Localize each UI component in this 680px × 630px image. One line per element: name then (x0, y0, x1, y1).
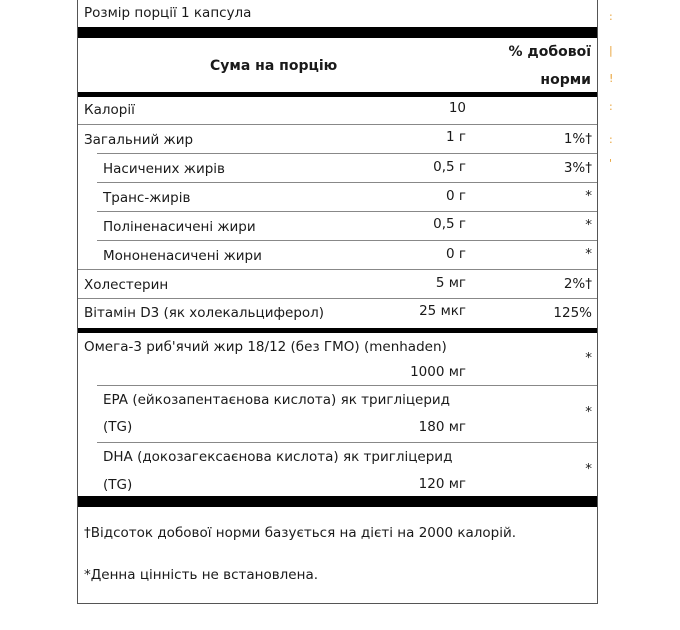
nutrient-row (78, 154, 597, 183)
nutrient-name: DHA (докозагексаєнова кислота) як тригліцерид (103, 449, 453, 465)
nutrient-amount: 0,5 г (433, 216, 466, 232)
nutrient-name-cont: (TG) (103, 419, 133, 435)
dha-row (78, 443, 597, 496)
nutrient-amount: 1 г (446, 129, 466, 145)
epa-row (78, 386, 597, 443)
nutrient-amount: 180 мг (418, 419, 466, 435)
amount-per-serving-header: Сума на порцію (210, 58, 338, 74)
cropped-edge-fragment: ' (609, 157, 613, 170)
nutrient-row (78, 212, 597, 241)
nutrient-daily-value: * (585, 404, 592, 420)
supplement-facts-panel (77, 0, 598, 604)
nutrient-daily-value: 125% (553, 305, 592, 321)
nutrient-amount: 25 мкг (419, 303, 466, 319)
nutrient-row (78, 270, 597, 299)
nutrient-amount: 1000 мг (410, 364, 466, 380)
nutrient-row (78, 97, 597, 125)
nutrient-name: Насичених жирів (103, 161, 225, 177)
cropped-edge-fragment: ! (609, 72, 614, 85)
omega3-row (78, 333, 597, 386)
footnote-asterisk: *Денна цінність не встановлена. (84, 567, 319, 583)
nutrient-amount: 5 мг (435, 275, 466, 291)
nutrient-daily-value: 1%† (563, 131, 592, 147)
footnote-dagger: †Відсоток добової норми базується на дієті на 2000 калорій. (84, 525, 517, 541)
cropped-edge-fragment: : (609, 100, 613, 113)
nutrient-name: Вітамін D3 (як холекальциферол) (84, 305, 325, 321)
nutrient-name-cont: (TG) (103, 477, 133, 493)
nutrient-amount: 120 мг (418, 476, 466, 492)
nutrient-name: Поліненасичені жири (103, 219, 256, 235)
nutrient-daily-value: * (585, 246, 592, 262)
nutrient-daily-value: * (585, 188, 592, 204)
nutrient-daily-value: * (585, 217, 592, 233)
daily-value-header-line2: норми (540, 72, 591, 88)
daily-value-header-line1: % добової (508, 44, 591, 60)
nutrient-amount: 0,5 г (433, 159, 466, 175)
nutrient-row (78, 299, 597, 328)
nutrient-name: Мононенасичені жири (103, 248, 262, 264)
nutrient-row (78, 125, 597, 154)
bottom-thick-rule (78, 496, 597, 507)
cropped-edge-fragment: : (609, 133, 613, 146)
top-thick-rule (78, 27, 597, 38)
nutrient-daily-value: * (585, 350, 592, 366)
nutrient-name: Загальний жир (84, 132, 194, 148)
nutrient-name: Калорії (84, 102, 135, 118)
nutrient-amount: 10 (448, 100, 466, 116)
nutrient-amount: 0 г (446, 188, 466, 204)
nutrient-daily-value: 2%† (563, 276, 592, 292)
nutrient-daily-value: * (585, 461, 592, 477)
serving-size: Розмір порції 1 капсула (84, 5, 252, 21)
nutrient-row (78, 241, 597, 270)
cropped-edge-fragment: | (609, 44, 613, 57)
cropped-edge-fragment: : (609, 10, 613, 23)
nutrient-amount: 0 г (446, 246, 466, 262)
nutrient-name: Омега-3 риб'ячий жир 18/12 (без ГМО) (menhaden) (84, 339, 447, 355)
nutrient-name: Транс-жирів (103, 190, 191, 206)
nutrient-row (78, 183, 597, 212)
nutrient-name: EPA (ейкозапентаєнова кислота) як тригліцерид (103, 392, 451, 408)
nutrient-daily-value: 3%† (563, 160, 592, 176)
nutrient-name: Холестерин (84, 277, 169, 293)
